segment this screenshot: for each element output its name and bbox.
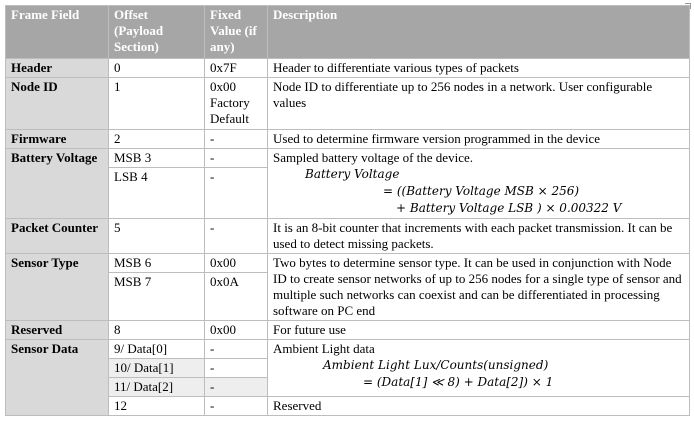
header-description: Description bbox=[268, 6, 690, 59]
sensor-data-formula-line1: Ambient Light Lux/Counts(unsigned) bbox=[323, 358, 549, 372]
header-frame-field: Frame Field bbox=[6, 6, 109, 59]
fixed-value-cell: - bbox=[205, 340, 268, 359]
description-cell: It is an 8-bit counter that increments with each packet transmission. It can be used to detect missing packets. bbox=[268, 219, 690, 254]
offset-cell: MSB 6 bbox=[109, 254, 205, 273]
offset-cell: MSB 7 bbox=[109, 273, 205, 321]
description-cell: Reserved bbox=[268, 397, 690, 416]
description-cell bbox=[268, 149, 690, 219]
fixed-value-cell: - bbox=[205, 168, 268, 219]
fixed-value-cell: 0x00 Factory Default bbox=[205, 78, 268, 130]
offset-cell: 0 bbox=[109, 59, 205, 78]
table-row-sensor-type-msb6 bbox=[6, 254, 690, 273]
field-cell: Node ID bbox=[6, 78, 109, 130]
description-cell: Node ID to differentiate up to 256 nodes in a network. User configurable values bbox=[268, 78, 690, 130]
offset-cell: LSB 4 bbox=[109, 168, 205, 219]
offset-cell: 1 bbox=[109, 78, 205, 130]
sensor-data-formula-line2: = (Data[1] ≪ 8) + Data[2]) × 1 bbox=[363, 375, 554, 389]
fixed-value-cell: 0x00 bbox=[205, 321, 268, 340]
table-row-reserved bbox=[6, 321, 690, 340]
field-cell: Reserved bbox=[6, 321, 109, 340]
field-cell: Header bbox=[6, 59, 109, 78]
fixed-value-cell: 0x0A bbox=[205, 273, 268, 321]
fixed-value-cell: - bbox=[205, 397, 268, 416]
description-cell: Two bytes to determine sensor type. It can be used in conjunction with Node ID to create sensor networks of up to 256 nodes for a single type of sensor and multiple such networks can coexist and can be differentiated in processing software on PC end bbox=[268, 254, 690, 321]
offset-cell: 8 bbox=[109, 321, 205, 340]
fixed-value-cell: - bbox=[205, 219, 268, 254]
sensor-data-description-text: Ambient Light data bbox=[273, 341, 375, 356]
fixed-value-cell: 0x7F bbox=[205, 59, 268, 78]
battery-formula-line1: Battery Voltage bbox=[305, 167, 400, 181]
field-cell: Sensor Type bbox=[6, 254, 109, 321]
offset-cell: 12 bbox=[109, 397, 205, 416]
corner-mark bbox=[685, 3, 691, 9]
table-row-battery-msb bbox=[6, 149, 690, 168]
field-cell: Battery Voltage bbox=[6, 149, 109, 219]
description-cell: For future use bbox=[268, 321, 690, 340]
description-cell: Used to determine firmware version programmed in the device bbox=[268, 130, 690, 149]
fixed-value-cell: - bbox=[205, 149, 268, 168]
description-cell bbox=[268, 340, 690, 397]
table-row-packet-counter bbox=[6, 219, 690, 254]
fixed-value-cell: - bbox=[205, 378, 268, 397]
battery-description-text: Sampled battery voltage of the device. bbox=[273, 150, 473, 165]
offset-cell: 9/ Data[0] bbox=[109, 340, 205, 359]
description-cell: Header to differentiate various types of packets bbox=[268, 59, 690, 78]
spec-table-container bbox=[5, 5, 689, 416]
field-cell: Sensor Data bbox=[6, 340, 109, 416]
table-row-sensor-data-3 bbox=[6, 397, 690, 416]
battery-formula-line3: + Battery Voltage LSB ) × 0.00322 V bbox=[396, 201, 622, 215]
field-cell: Firmware bbox=[6, 130, 109, 149]
fixed-value-cell: 0x00 bbox=[205, 254, 268, 273]
header-offset: Offset (Payload Section) bbox=[109, 6, 205, 59]
offset-cell: 11/ Data[2] bbox=[109, 378, 205, 397]
header-fixed-value: Fixed Value (if any) bbox=[205, 6, 268, 59]
table-header-row bbox=[6, 6, 690, 59]
table-row-firmware bbox=[6, 130, 690, 149]
table-row-header bbox=[6, 59, 690, 78]
battery-formula-line2: = ((Battery Voltage MSB × 256) bbox=[383, 184, 580, 198]
field-cell: Packet Counter bbox=[6, 219, 109, 254]
fixed-value-cell: - bbox=[205, 359, 268, 378]
offset-cell: 5 bbox=[109, 219, 205, 254]
offset-cell: MSB 3 bbox=[109, 149, 205, 168]
fixed-value-cell: - bbox=[205, 130, 268, 149]
offset-cell: 10/ Data[1] bbox=[109, 359, 205, 378]
table-row-sensor-data-0 bbox=[6, 340, 690, 359]
table-row-node-id bbox=[6, 78, 690, 130]
frame-spec-table bbox=[5, 5, 690, 416]
offset-cell: 2 bbox=[109, 130, 205, 149]
